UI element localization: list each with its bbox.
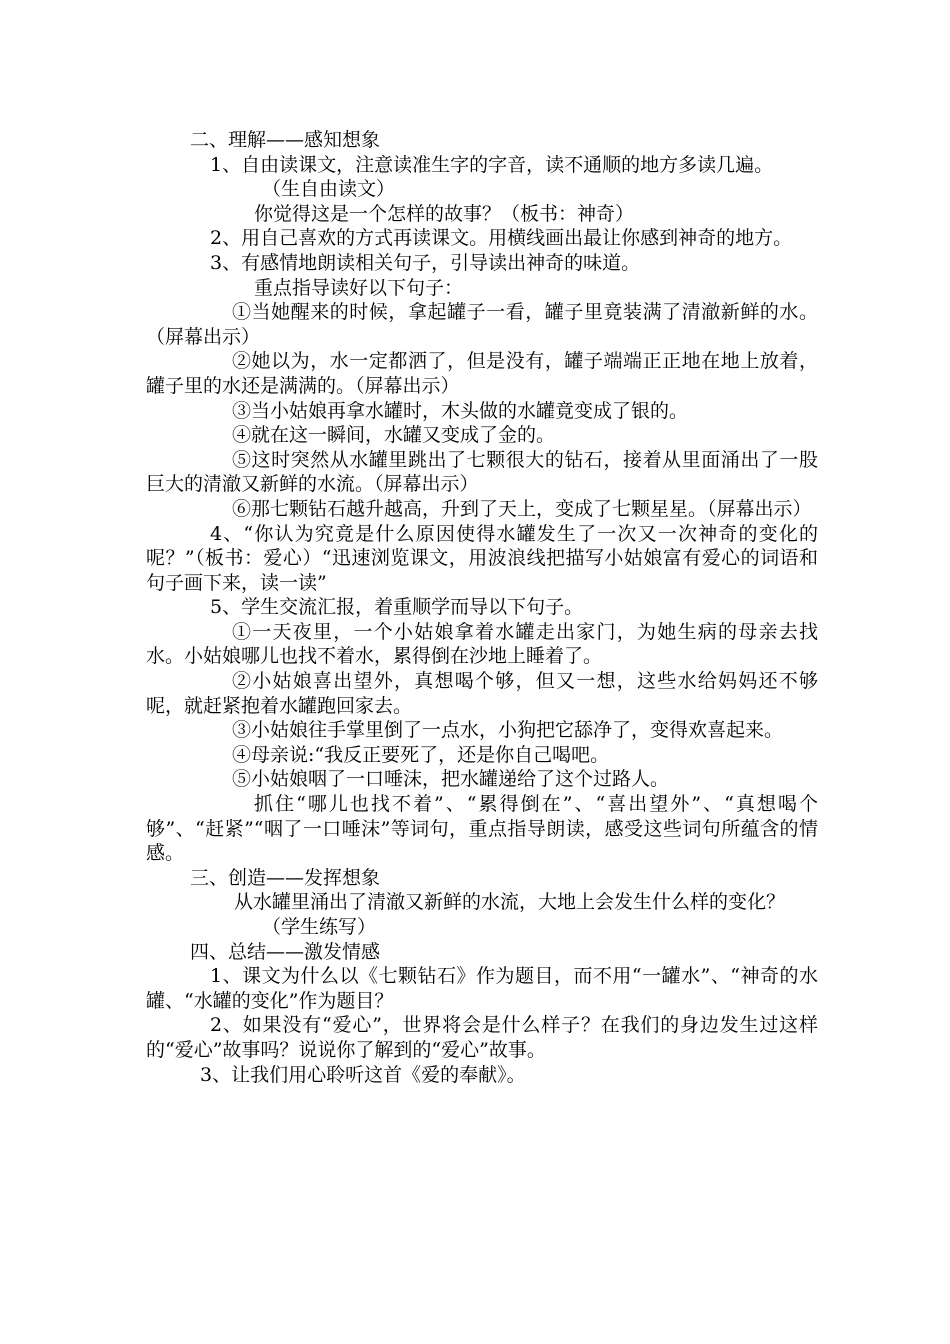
paragraph: ③小姑娘往手掌里倒了一点水，小狗把它舔净了，变得欢喜起来。 — [232, 719, 784, 742]
paragraph: 重点指导读好以下句子： — [254, 276, 464, 299]
paragraph: 2、用自己喜欢的方式再读课文。用横线画出最让你感到神奇的地方。 — [210, 227, 793, 250]
paragraph: 四、总结——激发情感 — [190, 940, 381, 963]
paragraph: 二、理解——感知想象 — [190, 129, 381, 151]
paragraph: 三、创造——发挥想象 — [190, 866, 381, 889]
paragraph: ①一天夜里，一个小姑娘拿着水罐走出家门，为她生病的母亲去找水。小姑娘哪儿也找不着水，累得倒在沙地上睡着了。 — [146, 620, 818, 668]
paragraph: 从水罐里涌出了清澈又新鲜的水流，大地上会发生什么样的变化？ — [234, 891, 786, 914]
paragraph: 1、课文为什么以《七颗钻石》作为题目，而不用“一罐水”、“神奇的水罐、“水罐的变化”作为题目？ — [146, 965, 818, 1012]
paragraph: （生自由读文） — [262, 178, 396, 201]
paragraph: 1、自由读课文，注意读准生字的字音，读不通顺的地方多读几遍。 — [210, 153, 774, 176]
paragraph: 3、有感情地朗读相关句子，引导读出神奇的味道。 — [210, 251, 641, 274]
document-body — [146, 128, 818, 1087]
paragraph: ⑤这时突然从水罐里跳出了七颗很大的钻石，接着从里面涌出了一股巨大的清澈又新鲜的水流。（屏幕出示） — [146, 448, 818, 496]
paragraph: ④母亲说:“我反正要死了，还是你自己喝吧。 — [232, 743, 610, 766]
paragraph: ⑥那七颗钻石越升越高，升到了天上，变成了七颗星星。（屏幕出示） — [232, 497, 812, 520]
paragraph: 4、“你认为究竟是什么原因使得水罐发生了一次又一次神奇的变化的呢？”（板书：爱心）“迅速浏览课文，用波浪线把描写小姑娘富有爱心的词语和句子画下来，读一读” — [146, 522, 818, 594]
paragraph: 5、学生交流汇报，着重顺学而导以下句子。 — [210, 596, 584, 619]
paragraph: ①当她醒来的时候，拿起罐子一看，罐子里竟装满了清澈新鲜的水。（屏幕出示） — [146, 301, 818, 348]
paragraph: 你觉得这是一个怎样的故事？（板书：神奇） — [254, 202, 635, 225]
paragraph: ②小姑娘喜出望外，真想喝个够，但又一想，这些水给妈妈还不够呢，就赶紧抱着水罐跑回家去。 — [146, 670, 818, 717]
paragraph: ⑤小姑娘咽了一口唾沫，把水罐递给了这个过路人。 — [232, 768, 670, 791]
paragraph: 3、让我们用心聆听这首《爱的奉献》。 — [200, 1063, 526, 1086]
paragraph: （学生练写） — [262, 916, 377, 938]
paragraph: 2、如果没有“爱心”，世界将会是什么样子？在我们的身边发生过这样的“爱心”故事吗？说说你了解到的“爱心”故事。 — [146, 1014, 818, 1061]
paragraph: ②她以为，水一定都洒了，但是没有，罐子端端正正地在地上放着，罐子里的水还是满满的。（屏幕出示） — [146, 350, 818, 397]
paragraph: ④就在这一瞬间，水罐又变成了金的。 — [232, 424, 556, 447]
paragraph: 抓住“哪儿也找不着”、“累得倒在”、“喜出望外”、“真想喝个够”、“赶紧”“咽了一口唾沫”等词句，重点指导朗读，感受这些词句所蕴含的情感。 — [146, 793, 818, 865]
paragraph: ③当小姑娘再拿水罐时，木头做的水罐竟变成了银的。 — [232, 399, 689, 422]
